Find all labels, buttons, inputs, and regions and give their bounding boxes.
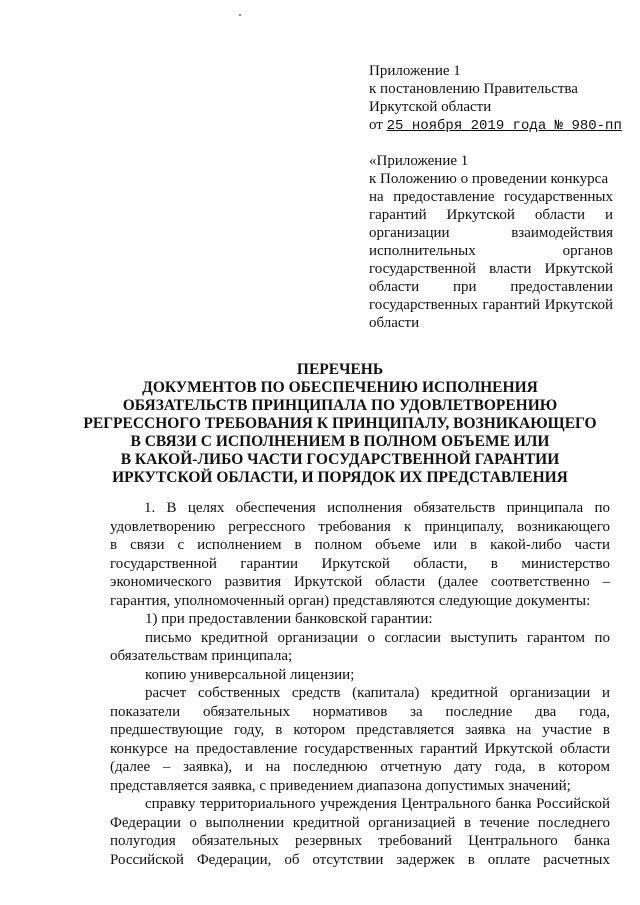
appendix-quote-line: на предоставление государственных — [369, 189, 613, 205]
body-line: в связи с исполнением в полном объеме или в какой-либо части — [110, 537, 610, 553]
body-line: обязательствам принципала; — [110, 648, 293, 664]
appendix-header-line: Иркутской области — [369, 99, 492, 115]
appendix-quote-line: области при предоставлении — [369, 279, 613, 295]
title-line: ПЕРЕЧЕНЬ — [296, 361, 384, 378]
body-line: показатели обязательных нормативов за последние два года, — [110, 703, 610, 720]
body-line: письмо кредитной организации о согласии выступить гарантом по — [145, 629, 610, 646]
body-line: предшествующие году, в котором представляется заявка на участие в — [110, 722, 610, 738]
body-line: полугодия обязательных резервных требований Центрального банка — [110, 833, 610, 849]
body-line: гарантия, уполномоченный орган) представляются следующие документы: — [110, 592, 591, 609]
body-line: государственной гарантии Иркутской области, в министерство — [110, 555, 610, 572]
title-line: В КАКОЙ-ЛИБО ЧАСТИ ГОСУДАРСТВЕННОЙ ГАРАНТИИ — [120, 451, 560, 468]
appendix-date-line — [369, 116, 621, 135]
date-prefix: от — [369, 117, 383, 133]
appendix-header-line: Приложение 1 — [369, 63, 461, 79]
document-title — [70, 361, 610, 487]
body-line: (далее – заявка), и на последнюю отчетную дату года, в котором — [110, 759, 610, 775]
appendix-quote-line: «Приложение 1 — [369, 153, 469, 169]
body-line: расчет собственных средств (капитала) кредитной организации и — [145, 685, 610, 701]
appendix-quote-line: области — [369, 315, 420, 331]
body-line: 1) при предоставлении банковской гарантии: — [145, 611, 433, 627]
appendix-quote-line: государственной власти Иркутской — [369, 261, 613, 277]
body-line: 1. В целях обеспечения исполнения обязательств принципала по — [144, 500, 610, 516]
appendix-header-line: к постановлению Правительства — [369, 81, 578, 97]
body-text — [110, 499, 610, 869]
title-line: ИРКУТСКОЙ ОБЛАСТИ, И ПОРЯДОК ИХ ПРЕДСТАВЛЕНИЯ — [112, 469, 568, 486]
appendix-quote-block — [369, 152, 613, 332]
title-line: ДОКУМЕНТОВ ПО ОБЕСПЕЧЕНИЮ ИСПОЛНЕНИЯ — [142, 379, 538, 396]
appendix-quote-line: к Положению о проведении конкурса — [369, 171, 609, 187]
body-line: Федерации о выполнении кредитной организацией в течение последнего — [110, 814, 610, 831]
appendix-quote-line: гарантий Иркутской области и — [369, 207, 613, 223]
title-line: РЕГРЕССНОГО ТРЕБОВАНИЯ К ПРИНЦИПАЛУ, ВОЗНИКАЮЩЕГО — [83, 415, 597, 432]
body-line: экономического развития Иркутской области (далее соответственно – — [110, 574, 610, 590]
body-line: справку территориального учреждения Центрального банка Российской — [145, 796, 610, 812]
appendix-header — [369, 62, 621, 135]
body-line: конкурсе на предоставление государственных гарантий Иркутской области — [110, 740, 610, 757]
body-line: удовлетворению регрессного требования к принципалу, возникающего — [110, 518, 610, 535]
scan-dot — [239, 14, 241, 16]
title-line: В СВЯЗИ С ИСПОЛНЕНИЕМ В ПОЛНОМ ОБЪЕМЕ ИЛИ — [130, 433, 550, 450]
decree-date-number: 25 ноября 2019 года № 980-пп — [386, 118, 622, 134]
title-line: ОБЯЗАТЕЛЬСТВ ПРИНЦИПАЛА ПО УДОВЛЕТВОРЕНИЮ — [122, 397, 558, 414]
body-line: копию универсальной лицензии; — [145, 666, 355, 683]
appendix-quote-line: исполнительных органов — [369, 243, 613, 259]
body-line: Российской Федерации, об отсутствии задержек в оплате расчетных — [110, 851, 610, 868]
appendix-quote-line: организации взаимодействия — [369, 225, 613, 241]
appendix-quote-line: государственных гарантий Иркутской — [369, 297, 613, 313]
body-line: представляется заявка, с приведением диапазона допустимых значений; — [110, 777, 571, 794]
